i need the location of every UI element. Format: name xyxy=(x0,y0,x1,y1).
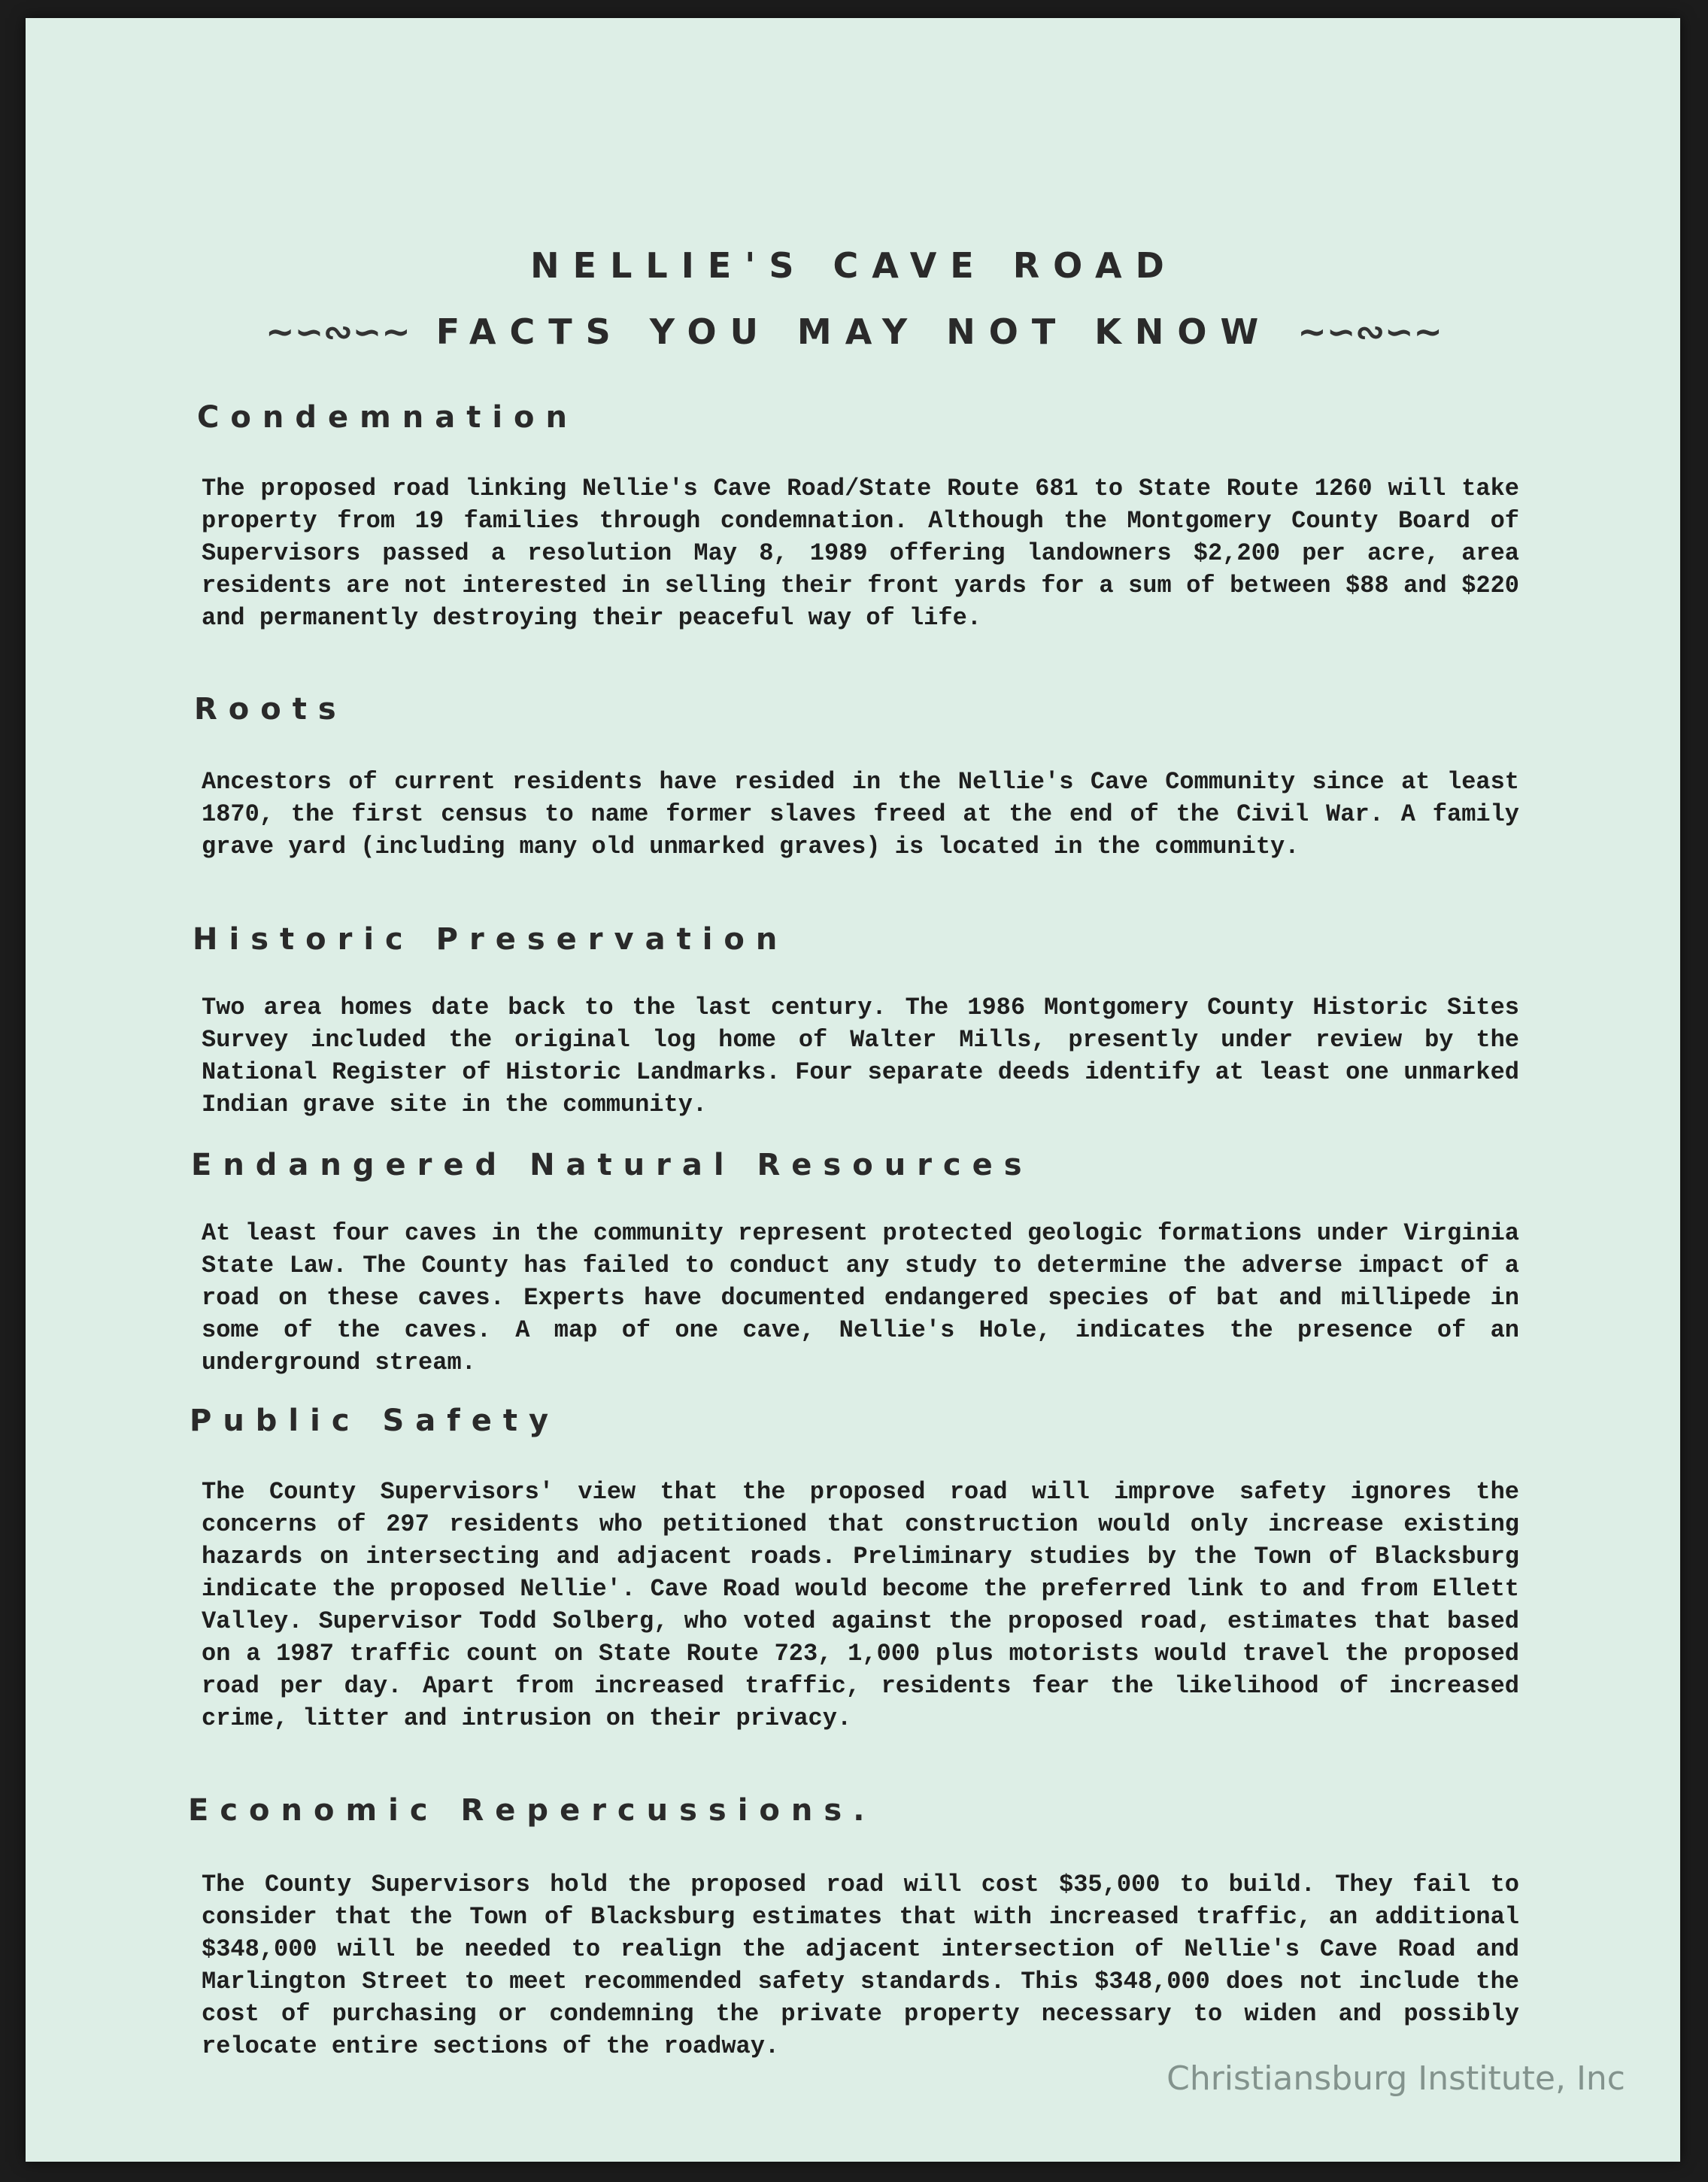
section-text-condemnation: The proposed road linking Nellie's Cave Road/State Route 681 to State Route 1260 will take property from 19 families through condemnation. Although the Montgomery County Board of Supervisors passed a resolution May 8, 1989 offering landowners $2,200 per acre, area residents are not interested in selling their front yards for a sum of between $88 and $220 and permanently destroying their peaceful way of life. xyxy=(202,475,1519,632)
watermark-text: Christiansburg Institute, Inc xyxy=(1166,2059,1625,2098)
section-heading-public-safety: Public Safety xyxy=(190,1404,560,1438)
section-text-roots: Ancestors of current residents have resided in the Nellie's Cave Community since at least 1870, the first census to name former slaves freed at the end of the Civil War. A family grave yard (including many old unmarked graves) is located in the community. xyxy=(202,768,1519,860)
right-flourish-icon: ~∽∾∽~ xyxy=(1297,311,1443,352)
document-title: NELLIE'S CAVE ROAD xyxy=(530,245,1178,286)
document-subtitle xyxy=(0,311,1708,352)
left-flourish-icon: ~∽∾∽~ xyxy=(265,311,411,352)
section-text-historic-preservation: Two area homes date back to the last century. The 1986 Montgomery County Historic Sites Survey included the original log home of Walter Mills, presently under review by the National Register of Historic Landmarks. Four separate deeds identify at least one unmarked Indian grave site in the community. xyxy=(202,994,1519,1118)
section-heading-economic-repercussions: Economic Repercussions. xyxy=(188,1793,876,1828)
subtitle-text: FACTS YOU MAY NOT KNOW xyxy=(435,311,1273,352)
section-heading-historic-preservation: Historic Preservation xyxy=(193,922,789,957)
section-heading-endangered-resources: Endangered Natural Resources xyxy=(191,1148,1033,1182)
section-heading-condemnation: Condemnation xyxy=(197,400,579,435)
section-text-endangered-resources: At least four caves in the community represent protected geologic formations under Virginia State Law. The County has failed to conduct any study to determine the adverse impact of a road on these caves. Experts have documented endangered species of bat and millipede in some of the caves. A map of one cave, Nellie's Hole, indicates the presence of an underground stream. xyxy=(202,1219,1519,1376)
section-heading-roots: Roots xyxy=(194,692,347,727)
section-text-economic-repercussions: The County Supervisors hold the proposed road will cost $35,000 to build. They fail to consider that the Town of Blacksburg estimates that with increased traffic, an additional $348,000 will be needed to realign the adjacent intersection of Nellie's Cave Road and Marlington Street to meet recommended safety standards. This $348,000 does not include the cost of purchasing or condemning the private property necessary to widen and possibly relocate entire sections of the roadway. xyxy=(202,1871,1519,2060)
section-text-public-safety: The County Supervisors' view that the proposed road will improve safety ignores the concerns of 297 residents who petitioned that construction would only increase existing hazards on intersecting and adjacent roads. Preliminary studies by the Town of Blacksburg indicate the proposed Nellie'. Cave Road would become the preferred link to and from Ellett Valley. Supervisor Todd Solberg, who voted against the proposed road, estimates that based on a 1987 traffic count on State Route 723, 1,000 plus motorists would travel the proposed road per day. Apart from increased traffic, residents fear the likelihood of increased crime, litter and intrusion on their privacy. xyxy=(202,1478,1519,1732)
